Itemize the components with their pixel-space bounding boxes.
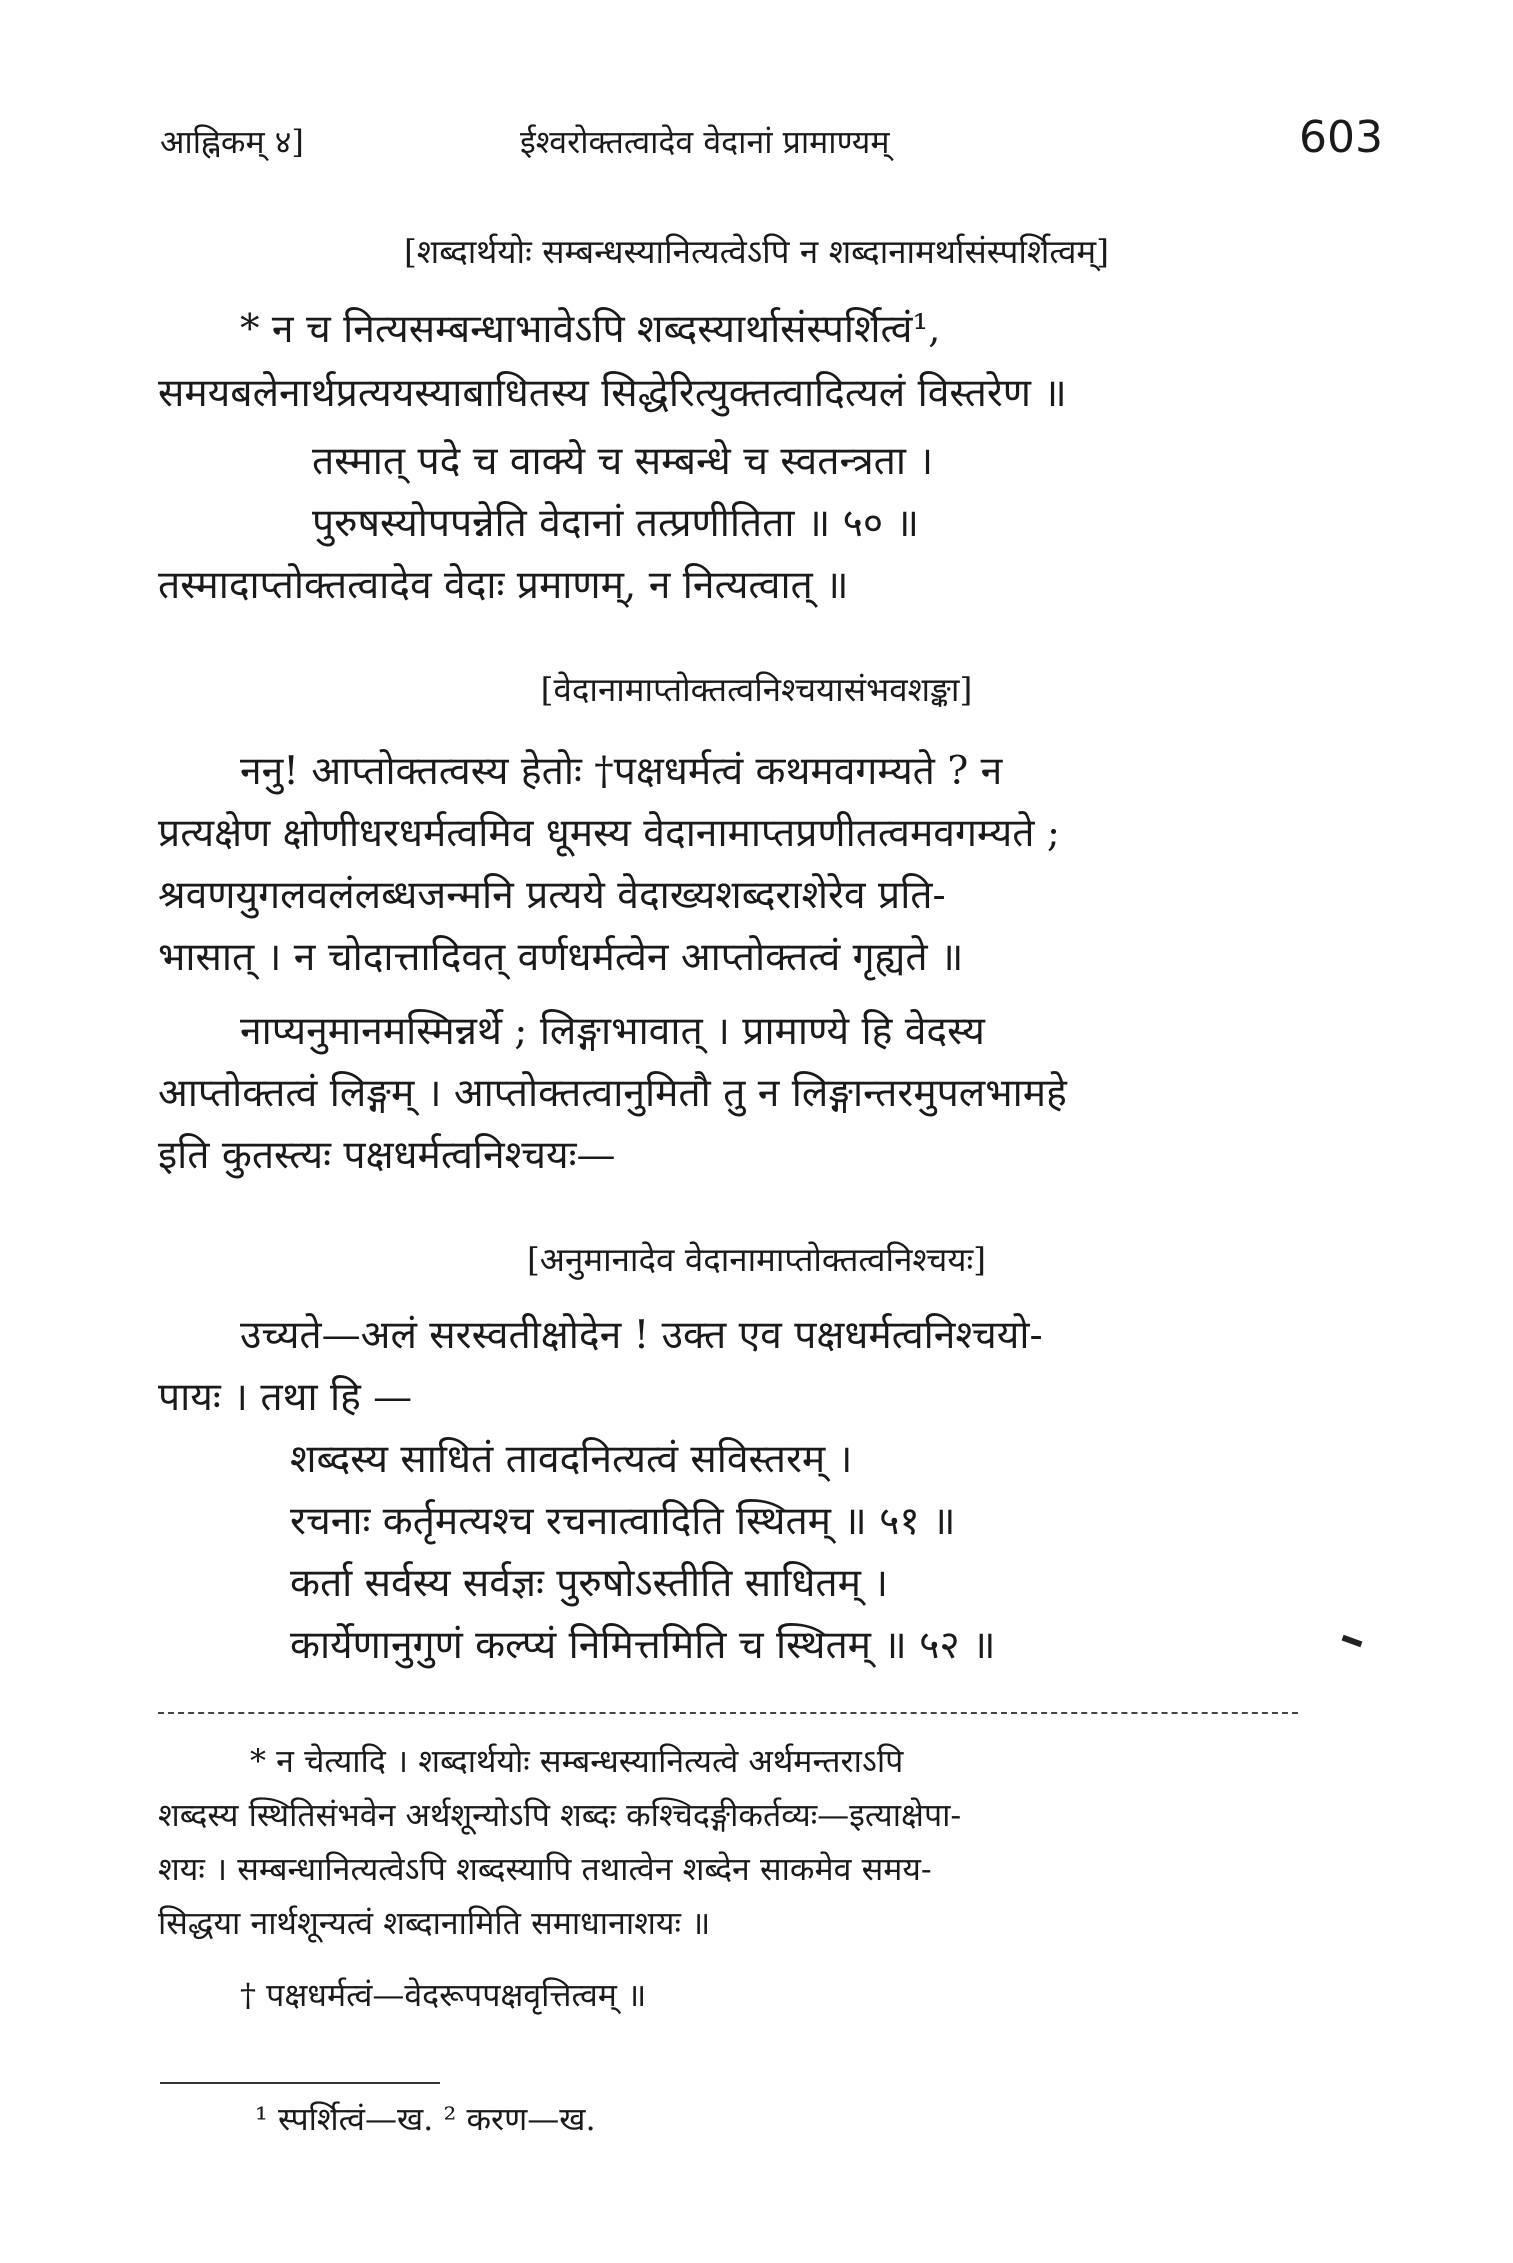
paragraph-3-line-4: भासात् । न चोदात्तादिवत् वर्णधर्मत्वेन आप्तोक्तत्वं गृह्यते ॥	[158, 935, 964, 980]
variant-readings: ¹ स्पर्शित्वं—ख. ² करण—ख.	[255, 2100, 596, 2138]
paragraph-4-line-1: नाप्यनुमानमस्मिन्नर्थे ; लिङ्गाभावात् । प्रामाण्ये हि वेदस्य	[240, 1009, 985, 1054]
page-number: 603	[1299, 112, 1383, 163]
verse-50-line-2: पुरुषस्योपपन्नेति वेदानां तत्प्रणीतिता ॥ ५० ॥	[312, 501, 919, 546]
section-heading-1: [शब्दार्थयोः सम्बन्धस्यानित्यत्वेऽपि न शब्दानामर्थासंस्पर्शित्वम्]	[403, 232, 1110, 271]
running-header-title: ईश्वरोक्तत्वादेव वेदानां प्रामाण्यम्	[520, 123, 890, 161]
paragraph-5-line-2: पायः । तथा हि —	[158, 1375, 413, 1420]
paragraph-4-line-2: आप्तोक्तत्वं लिङ्गम् । आप्तोक्तत्वानुमितौ तु न लिङ्गान्तरमुपलभामहे	[158, 1071, 1067, 1116]
footnote-1-line-4: सिद्धया नार्थशून्यत्वं शब्दानामिति समाधानाशयः ॥	[158, 1904, 711, 1942]
running-header-section: आह्निकम् ४]	[160, 123, 304, 161]
section-heading-2: [वेदानामाप्तोक्तत्वनिश्चयासंभवशङ्का]	[540, 670, 973, 709]
section-heading-3: [अनुमानादेव वेदानामाप्तोक्तत्वनिश्चयः]	[526, 1240, 987, 1279]
footnote-1-line-1: * न चेत्यादि । शब्दार्थयोः सम्बन्धस्यानित्यत्वे अर्थमन्तराऽपि	[250, 1742, 904, 1780]
variants-separator	[160, 2082, 440, 2084]
paragraph-2: तस्मादाप्तोक्तत्वादेव वेदाः प्रमाणम्, न नित्यत्वात् ॥	[158, 563, 849, 608]
footnote-1-line-3: शयः । सम्बन्धानित्यत्वेऽपि शब्दस्यापि तथात्वेन शब्देन साकमेव समय-	[158, 1850, 932, 1888]
footnote-2: † पक्षधर्मत्वं—वेदरूपपक्षवृत्तित्वम् ॥	[240, 1976, 647, 2014]
paragraph-5-line-1: उच्यते—अलं सरस्वतीक्षोदेन ! उक्त एव पक्षधर्मत्वनिश्चयो-	[240, 1313, 1043, 1358]
paragraph-1-line-1: * न च नित्यसम्बन्धाभावेऽपि शब्दस्यार्थासंस्पर्शित्वं¹,	[240, 307, 941, 352]
verse-52-line-1: कर्ता सर्वस्य सर्वज्ञः पुरुषोऽस्तीति साधितम् ।	[290, 1561, 889, 1606]
verse-51-line-1: शब्दस्य साधितं तावदनित्यत्वं सविस्तरम् ।	[290, 1437, 853, 1482]
paragraph-4-line-3: इति कुतस्त्यः पक्षधर्मत्वनिश्चयः—	[158, 1133, 616, 1178]
verse-52-line-2: कार्येणानुगुणं कल्प्यं निमित्तमिति च स्थितम् ॥ ५२ ॥	[290, 1623, 996, 1668]
paragraph-3-line-2: प्रत्यक्षेण क्षोणीधरधर्मत्वमिव धूमस्य वेदानामाप्तप्रणीतत्वमवगम्यते ;	[158, 811, 1060, 856]
print-mark	[1342, 1635, 1363, 1647]
paragraph-3-line-3: श्रवणयुगलवलंलब्धजन्मनि प्रत्यये वेदाख्यशब्दराशेरेव प्रति-	[158, 873, 946, 918]
paragraph-3-line-1: ननु! आप्तोक्तत्वस्य हेतोः †पक्षधर्मत्वं कथमवगम्यते ? न	[240, 749, 1003, 794]
footnote-1-line-2: शब्दस्य स्थितिसंभवेन अर्थशून्योऽपि शब्दः कश्चिदङ्गीकर्तव्यः—इत्याक्षेपा-	[158, 1796, 962, 1834]
verse-51-line-2: रचनाः कर्तृमत्यश्च रचनात्वादिति स्थितम् ॥ ५१ ॥	[290, 1499, 956, 1544]
verse-50-line-1: तस्मात् पदे च वाक्ये च सम्बन्धे च स्वतन्त्रता ।	[312, 439, 934, 484]
footnote-separator	[158, 1712, 1298, 1714]
paragraph-1-line-2: समयबलेनार्थप्रत्ययस्याबाधितस्य सिद्धेरित्युक्तत्वादित्यलं विस्तरेण ॥	[158, 371, 1067, 416]
